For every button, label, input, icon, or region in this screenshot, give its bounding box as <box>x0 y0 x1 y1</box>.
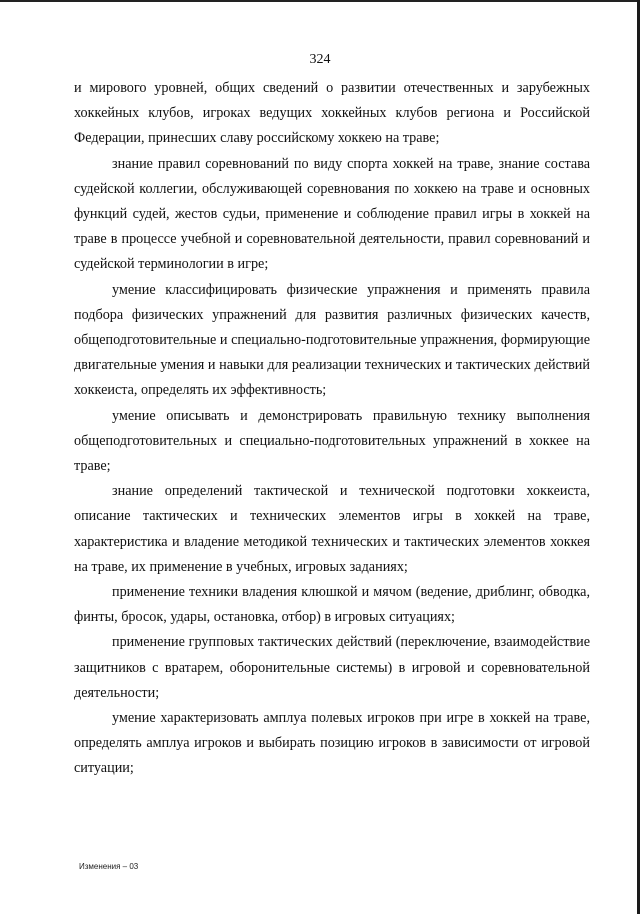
paragraph-technique-demonstration: умение описывать и демонстрировать правильную технику выполнения общеподготовительных и специально-подготовительных упражнений в хоккее на траве; <box>74 407 590 475</box>
paragraph-tactics-definitions: знание определений тактической и технической подготовки хоккеиста, описание тактических и технических элементов игры в хоккей на траве, характеристика и владение методикой технических и тактических элементов хоккея на траве, их применение в учебных, игровых заданиях; <box>74 483 590 575</box>
paragraph-rules-knowledge: знание правил соревнований по виду спорта хоккей на траве, знание состава судейской коллегии, обслуживающей соревнования по хоккею на траве и основных функций судей, жестов судьи, применение и соблюдение правил игры в хоккей на траве в процессе учебной и соревновательной деятельности, правил соревнований и судейской терминологии в игре; <box>74 155 590 273</box>
document-body <box>74 76 590 782</box>
footer-revision-note: Изменения – 03 <box>79 862 139 871</box>
scan-edge-top <box>0 0 640 2</box>
paragraph-player-roles: умение характеризовать амплуа полевых игроков при игре в хоккей на траве, определять амплуа игроков и выбирать позицию игроков в зависимости от игровой ситуации; <box>74 710 590 777</box>
paragraph-continuation: и мирового уровней, общих сведений о развитии отечественных и зарубежных хоккейных клубов, игроках ведущих хоккейных клубов региона и Российской Федерации, принесших славу российскому хоккею на траве; <box>74 80 590 147</box>
page-number: 324 <box>309 52 331 67</box>
paragraph-stick-ball-technique: применение техники владения клюшкой и мячом (ведение, дриблинг, обводка, финты, бросок, удары, остановка, отбор) в игровых ситуациях; <box>74 584 590 626</box>
paragraph-exercise-classification: умение классифицировать физические упражнения и применять правила подбора физических упражнений для развития различных физических качеств, общеподготовительные и специально-подготовительные упражнения, формирующие двигательные умения и навыки для реализации технических и тактических действий хоккеиста, определять их эффективность; <box>74 281 590 399</box>
paragraph-group-tactics: применение групповых тактических действий (переключение, взаимодействие защитников с вратарем, оборонительные системы) в игровой и соревновательной деятельности; <box>74 634 590 701</box>
